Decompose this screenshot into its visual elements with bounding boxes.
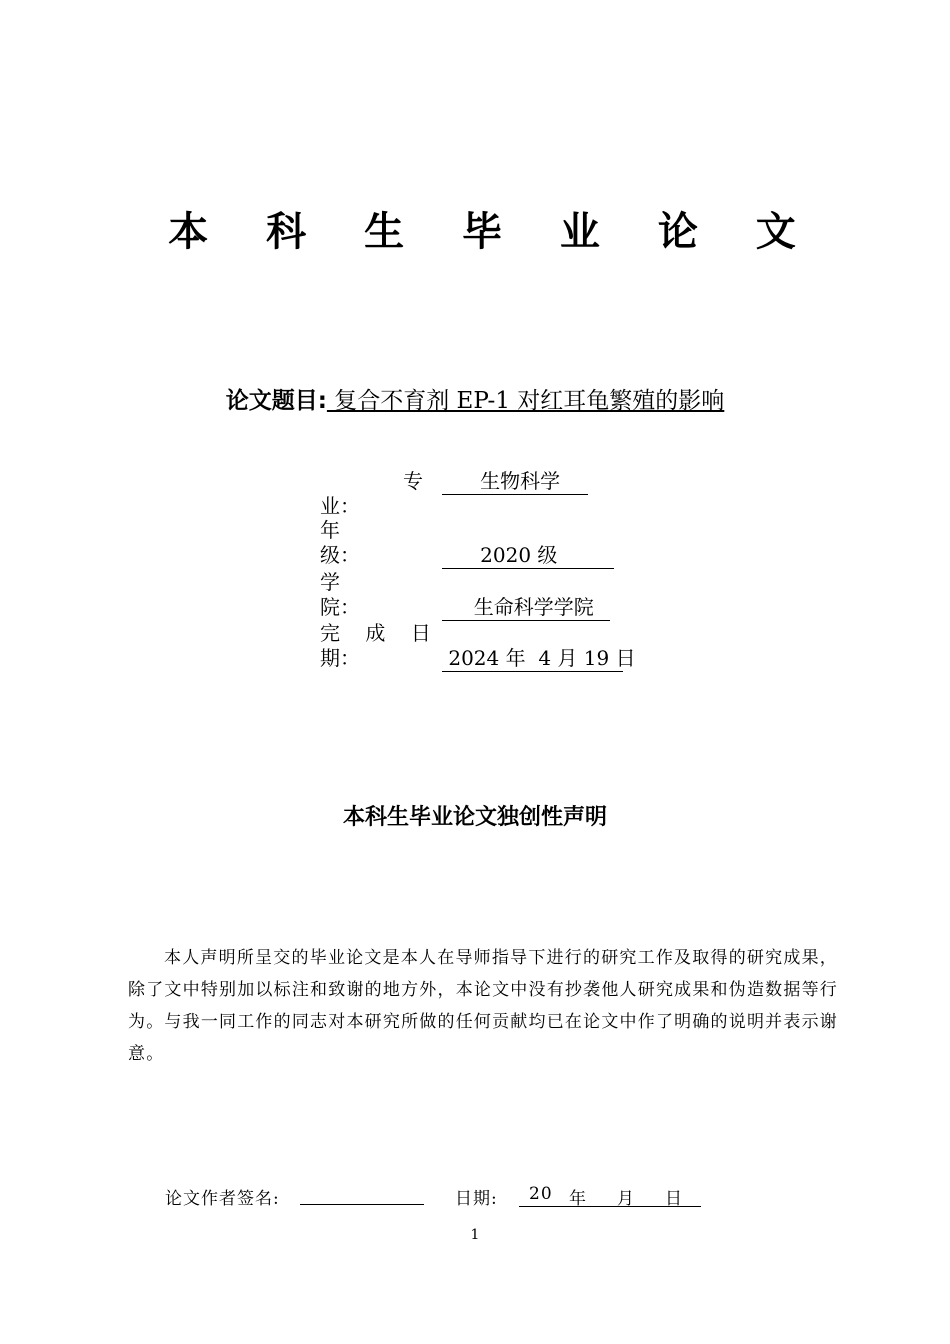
college-label-part2: 院： xyxy=(320,595,360,619)
date-label-part2: 期： xyxy=(320,646,360,670)
major-label-part1: 专 xyxy=(403,469,423,493)
signature-year: 20 xyxy=(529,1184,553,1204)
college-label-part1: 学 xyxy=(320,570,340,594)
thesis-title-label: 论文题目: xyxy=(225,388,327,414)
thesis-title-line xyxy=(0,382,950,415)
signature-year-unit: 年 xyxy=(569,1189,587,1209)
page-number: 1 xyxy=(470,1227,480,1243)
author-signature-blank[interactable] xyxy=(300,1186,424,1205)
college-value: 生命科学学院 xyxy=(442,595,610,621)
signature-date-label: 日期: xyxy=(455,1189,498,1209)
thesis-title-value: 复合不育剂 EP-1 对红耳龟繁殖的影响 xyxy=(326,388,725,414)
declaration-heading: 本科生毕业论文独创性声明 xyxy=(342,805,607,830)
document-title: 本 科 生 毕 业 论 文 xyxy=(168,209,818,255)
author-signature-label: 论文作者签名: xyxy=(165,1189,280,1209)
grade-label-part2: 级： xyxy=(320,543,360,567)
signature-month-unit: 月 xyxy=(617,1189,635,1209)
major-label-part2: 业： xyxy=(320,494,360,518)
signature-day-unit: 日 xyxy=(665,1189,683,1209)
grade-label-part1: 年 xyxy=(320,518,340,542)
major-value: 生物科学 xyxy=(442,469,588,495)
signature-date-fill[interactable] xyxy=(519,1184,701,1207)
date-label-part1: 完 成 日 xyxy=(320,621,431,645)
grade-value: 2020 级 xyxy=(442,543,614,569)
completion-date-value: 2024 年 4 月 19 日 xyxy=(442,646,636,670)
declaration-body: 本人声明所呈交的毕业论文是本人在导师指导下进行的研究工作及取得的研究成果，除了文中特别加以标注和致谢的地方外，本论文中没有抄袭他人研究成果和伪造数据等行为。与我一同工作的同志对本研究所做的任何贡献均已在论文中作了明确的说明并表示谢意。 xyxy=(128,948,838,1064)
